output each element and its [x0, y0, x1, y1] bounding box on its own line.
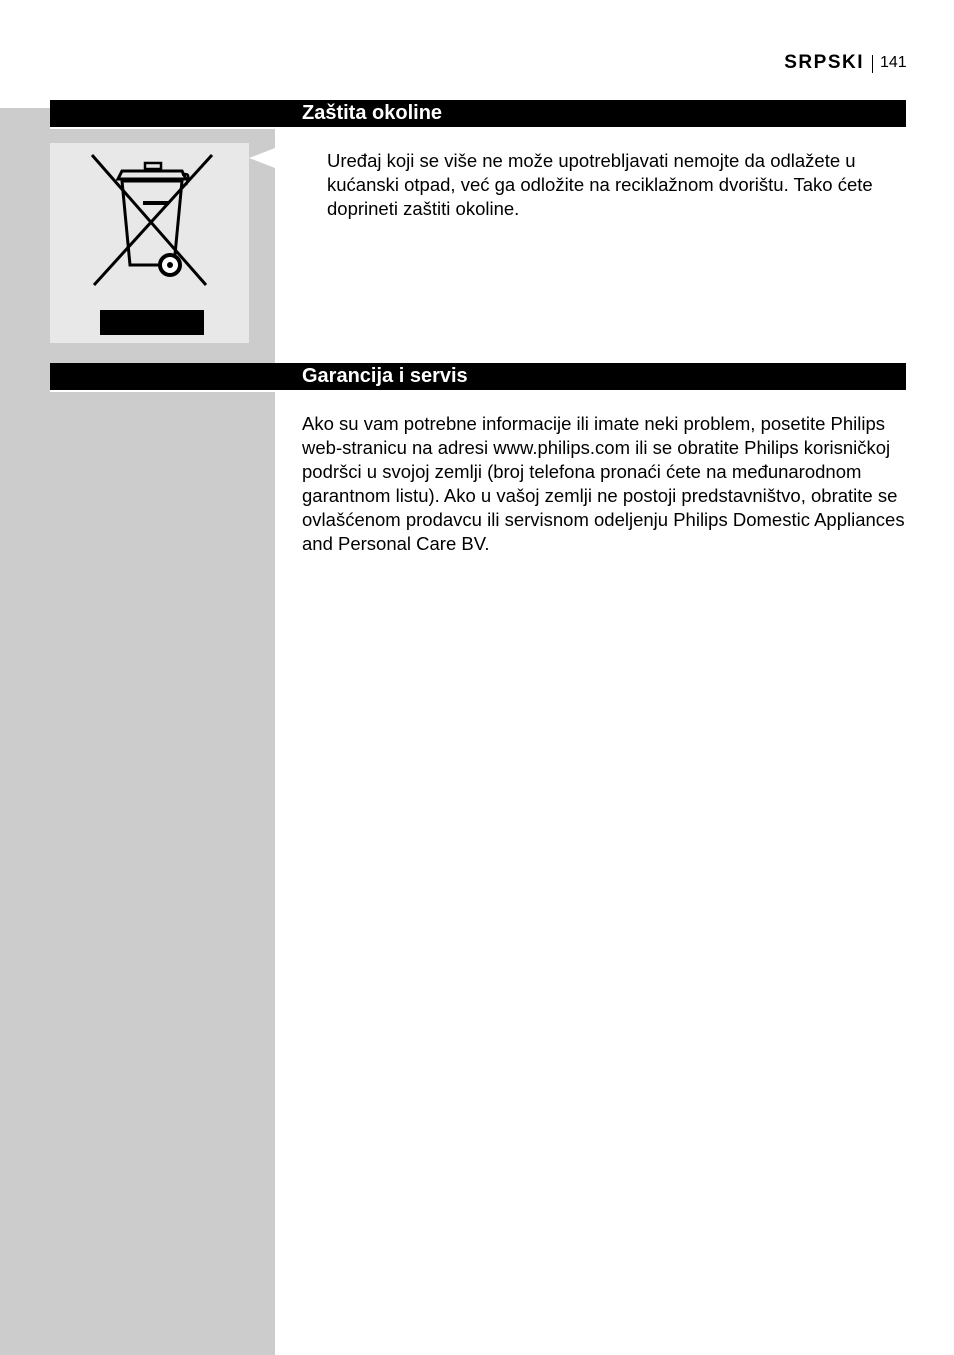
language-header: SRPSKI [784, 52, 864, 73]
section-title-warranty: Garancija i servis [302, 365, 468, 387]
philips-website-link[interactable]: www.philips.com [493, 437, 631, 458]
section-bar-environment [50, 100, 906, 127]
warranty-text-start: Ako su vam potrebne informacije ili imate neki problem, posetite Philips web-stranicu na adresi [302, 413, 886, 458]
page-number: 141 [880, 54, 907, 71]
crossed-out-wheelie-bin-icon [50, 143, 249, 343]
section-bar-warranty [50, 363, 906, 390]
figure-pointer [249, 143, 275, 173]
environment-text: Uređaj koji se više ne može upotrebljavati nemojte da odlažete u kućanski otpad, već ga odložite na reciklažnom dvorištu. Tako ćete doprineti zaštiti okoline. [327, 150, 873, 219]
section-bar-divider [50, 127, 275, 129]
page-number-separator [872, 55, 873, 73]
warranty-text [302, 412, 908, 556]
section-title-environment: Zaštita okoline [302, 102, 443, 124]
warranty-text-end: ili se obratite Philips korisničkoj podršci u svojoj zemlji (broj telefona pronaći ćete na međunarodnom garantnom listu). Ako u vašoj zemlji ne postoji predstavništvo, obratite se ovlašćenom prodavcu ili servisnom odeljenju Philips Domestic Appliances and Personal Care BV. [302, 437, 905, 554]
weee-figure [50, 143, 249, 343]
section-bar-divider [50, 390, 275, 392]
